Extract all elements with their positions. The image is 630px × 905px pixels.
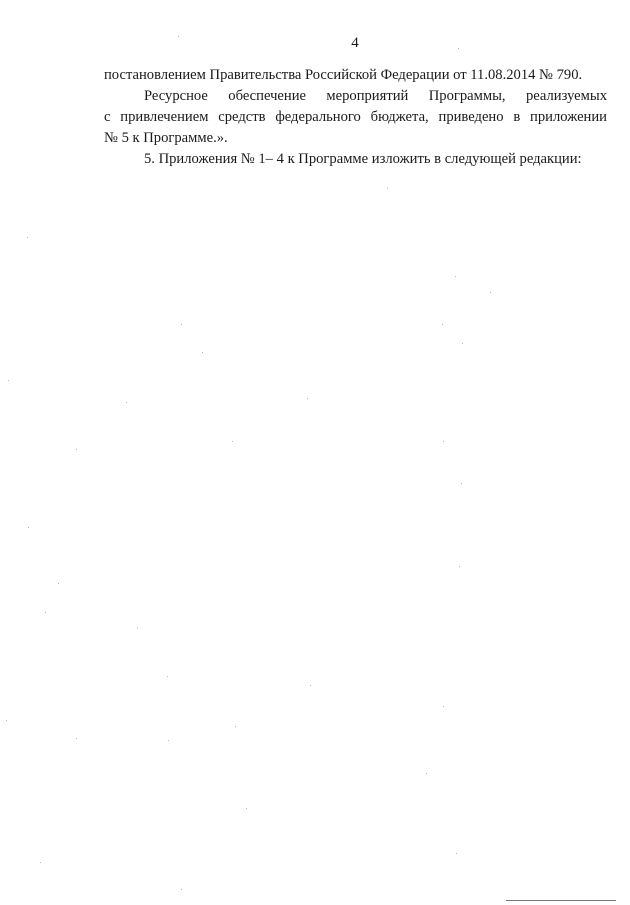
scan-speck <box>76 449 77 450</box>
scan-speck <box>459 566 460 567</box>
scan-speck <box>6 720 7 721</box>
scan-speck <box>40 862 41 863</box>
scan-speck <box>455 276 456 277</box>
scan-speck <box>167 676 168 677</box>
page-number-text: 4 <box>351 35 359 51</box>
scan-speck <box>232 441 233 442</box>
scan-speck <box>181 889 182 890</box>
scan-speck <box>8 380 9 381</box>
text-line-5: 5. Приложения № 1– 4 к Программе изложить в следующей редакции: <box>144 151 582 167</box>
scan-speck <box>246 808 247 809</box>
scan-speck <box>137 627 138 628</box>
scan-speck <box>442 324 443 325</box>
text-line-4: № 5 к Программе.». <box>104 130 228 146</box>
text-line-2: Ресурсное обеспечение мероприятий Программы, реализуемых <box>144 88 607 104</box>
scan-speck <box>443 706 444 707</box>
text-line-3: с привлечением средств федерального бюджета, приведено в приложении <box>104 109 607 125</box>
scan-speck <box>181 324 182 325</box>
scan-speck <box>27 237 28 238</box>
text-line-1: постановлением Правительства Российской Федерации от 11.08.2014 № 790. <box>104 67 583 83</box>
scan-speck <box>45 612 46 613</box>
scan-speck <box>76 738 77 739</box>
scan-speck <box>310 685 311 686</box>
scan-speck <box>462 343 463 344</box>
scan-speck <box>235 726 236 727</box>
bottom-edge-line <box>506 900 616 901</box>
scan-speck <box>168 740 169 741</box>
document-body <box>104 65 607 170</box>
scan-speck <box>58 583 59 584</box>
scan-speck <box>490 292 491 293</box>
scan-speck <box>28 527 29 528</box>
scan-speck <box>307 398 308 399</box>
scan-speck <box>426 773 427 774</box>
scan-speck <box>456 853 457 854</box>
page-number <box>0 34 630 52</box>
scan-speck <box>126 402 127 403</box>
scan-speck <box>387 188 388 189</box>
scan-speck <box>443 441 444 442</box>
scan-speck <box>461 483 462 484</box>
scan-speck <box>202 352 203 353</box>
